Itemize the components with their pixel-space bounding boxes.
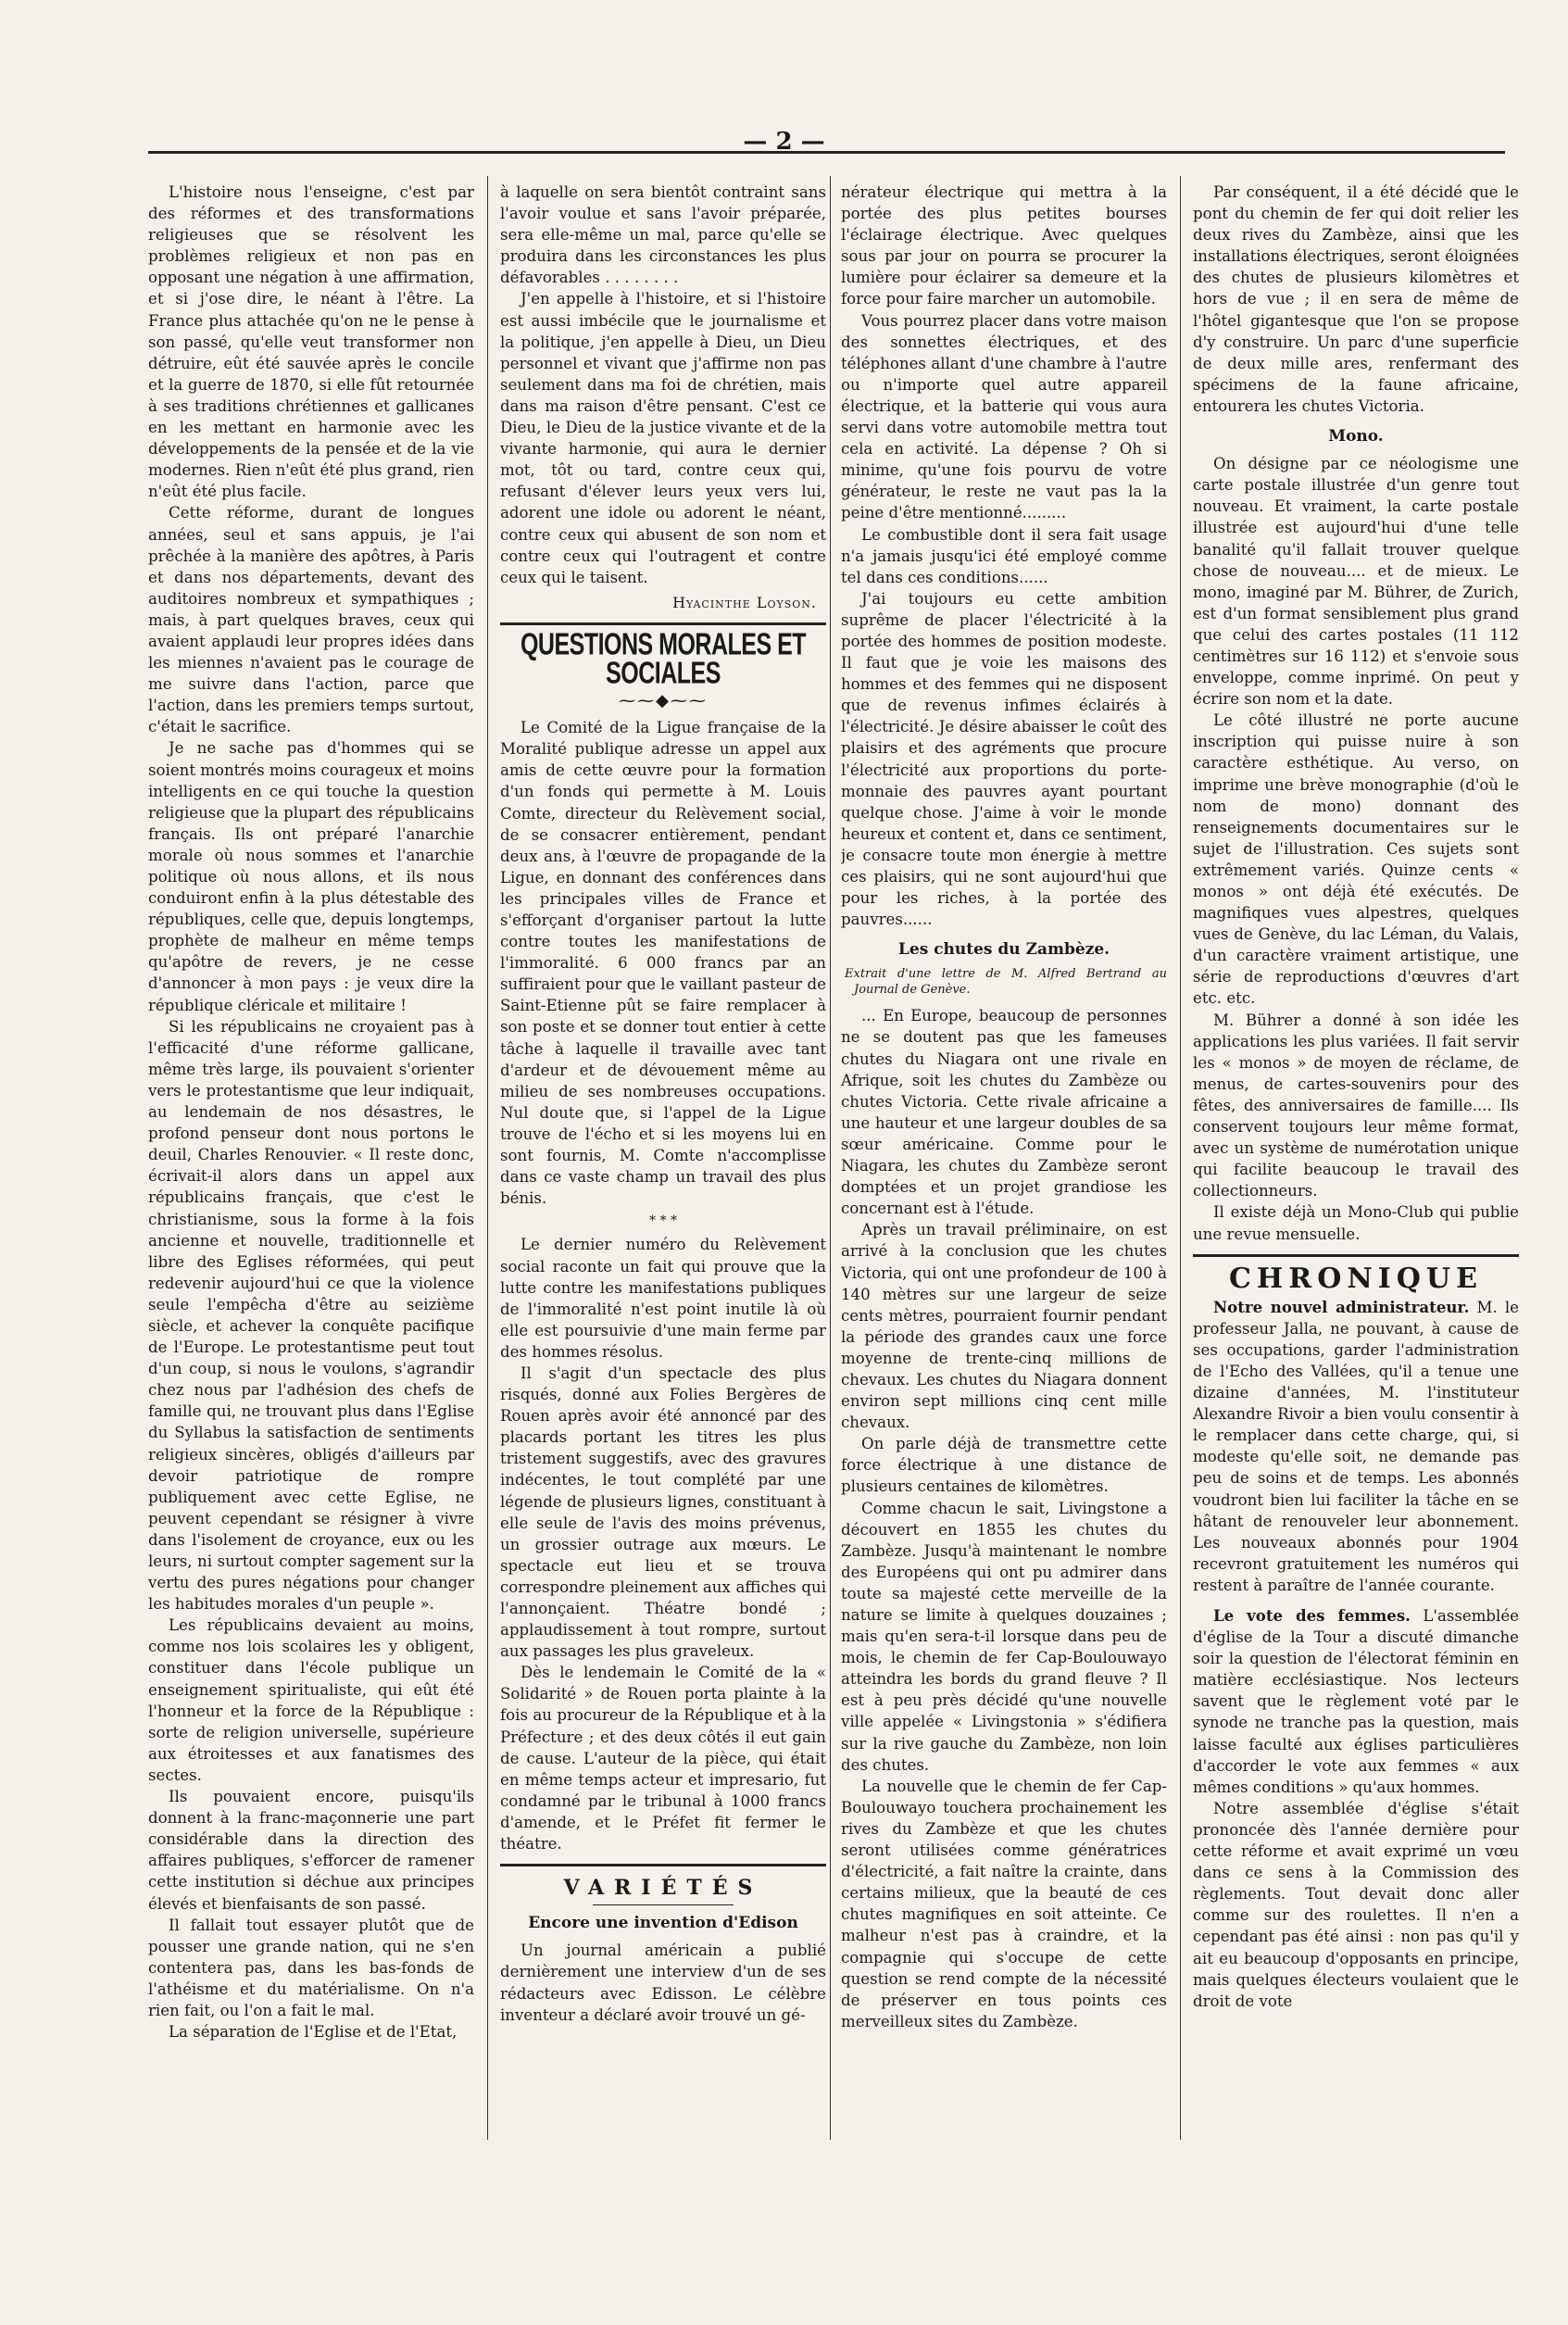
paragraph: Le combustible dont il sera fait usage n'a jamais jusqu'ici été employé comme tel dans ces conditions...... — [841, 525, 1167, 586]
article-title: Encore une invention d'Edison — [528, 1914, 798, 1933]
paragraph: J'ai toujours eu cette ambition suprême de placer l'électricité à la portée des hommes de position modeste. Il faut que je voie les maisons des hommes et des femmes qui ne disposent que de revenus infimes éclairés à l'électricité. Je désire abaisser le coût des plaisirs et des agréments que procure l'électricité aux proportions du porte-monnaie des pauvres ayant pourtant quelque chose. J'aime à voir le monde heureux et content et, dans ce sentiment, je consacre toute mon énergie à mettre ces plaisirs, qui ne sont aujourd'hui que pour les riches, à la portée des pauvres...... — [841, 589, 1167, 929]
section-rule — [500, 622, 826, 625]
header-rule — [148, 151, 1505, 154]
paragraph: J'en appelle à l'histoire, et si l'histoire est aussi imbécile que le journalisme et la politique, j'en appelle à Dieu, un Dieu personnel et vivant que j'affirme non pas seulement dans ma foi de chrétien, mais dans ma raison d'être pensant. C'est ce Dieu, le Dieu de la justice vivante et de la vivante harmonie, qui aura le dernier mot, tôt ou tard, contre ceux qui, refusant d'élever leurs yeux vers lui, adorent une idole ou adorent le néant, contre ceux qui abusent de son nom et contre ceux qui l'outragent et contre ceux qui le taisent. — [500, 290, 826, 586]
paragraph: Par conséquent, il a été décidé que le pont du chemin de fer qui doit relier les deux rives du Zambèze, ainsi que les installations électriques, seront éloignées des chutes de plusieurs kilomètres et hors de vue ; il en sera de même de l'hôtel gigantesque que l'on se propose d'y construire. Un parc d'une superficie de deux mille ares, renfermant des spécimens de la faune africaine, entourera les chutes Victoria. — [1193, 183, 1519, 415]
paragraph: Si les républicains ne croyaient pas à l'efficacité d'une réforme gallicane, même très large, ils pouvaient s'orienter vers le protestantisme que leur indiquait, au lendemain de nos désastres, le profond penseur dont nous portons le deuil, Charles Renouvier. « Il reste donc, écrivait-il alors dans un appel aux républicains français, que c'est le christianisme, sous la forme à la fois ancienne et nouvelle, traditionnelle et libre des Eglises réformées, qui peut redevenir aujourd'hui ce que la violence seule l'empêcha d'être au seizième siècle, et achever la conquête pacifique de l'Europe. Le protestantisme peut tout d'un coup, si nous le voulons, s'agrandir chez nous par l'adhésion des chefs de famille qui, ne trouvant plus dans l'Eglise du Syllabus la satisfaction de sentiments religieux sincères, obligés d'ailleurs par devoir patriotique de rompre publiquement avec cette Eglise, ne peuvent cependant se résigner à vivre dans l'isolement de croyance, eux ou les leurs, ni surtout compter sagement sur la vertu des pures négations pour changer les habitudes morales d'un peuple ». — [148, 1017, 474, 1614]
run-in-heading: Le vote des femmes. — [1213, 1606, 1411, 1625]
article-title: Mono. — [1328, 427, 1384, 446]
paragraph: Cette réforme, durant de longues années, seul et sans appuis, je l'ai prêchée à la manière des apôtres, à Paris et dans nos départements, devant des auditoires nombreux et sympathiques ; mais, à part quelques braves, ceux qui avaient applaudi leur propres idées dans les miennes n'avaient pas le courage de me suivre dans l'action, parce que l'action, dans les premiers temps surtout, c'était le sacrifice. — [148, 504, 474, 736]
paragraph: Les républicains devaient au moins, comme nos lois scolaires les y obligent, constituer dans l'école publique un enseignement spiritualiste, qui eût été l'honneur et la force de la République : sorte de religion universelle, supérieure aux étroitesses et aux fanatismes des sectes. — [148, 1616, 474, 1784]
paragraph: On parle déjà de transmettre cette force électrique à une distance de plusieurs centaines de kilomètres. — [841, 1435, 1167, 1496]
section-rule — [1193, 1254, 1519, 1257]
column-2 — [500, 182, 826, 2136]
column-4 — [1193, 182, 1519, 2136]
paragraph: nérateur électrique qui mettra à la portée des plus petites bourses l'éclairage électrique. Avec quelques sous par jour on pourra se procurer la lumière pour éclairer sa demeure et la force pour faire marcher un automobile. — [841, 183, 1167, 308]
column-divider — [487, 176, 488, 2140]
section-heading-chronique: CHRONIQUE — [1229, 1262, 1483, 1295]
section-rule — [593, 1904, 734, 1905]
paragraph: M. Bührer a donné à son idée les applications les plus variées. Il fait servir les « monos » de moyen de réclame, de menus, de cartes-souvenirs pour des fêtes, des anniversaires de famille.... Ils conservent toujours leur même format, avec un système de numérotation unique qui facilite beaucoup le travail des collectionneurs. — [1193, 1011, 1519, 1200]
column-divider — [830, 176, 831, 2140]
paragraph: Il s'agit d'un spectacle des plus risqués, donné aux Folies Bergères de Rouen après avoir été annoncé par des placards portant les titres les plus tristement suggestifs, avec des gravures indécentes, le tout complété par une légende de plusieurs lignes, constituant à elle seule de l'avis des moins prévenus, un grossier outrage aux mœurs. Le spectacle eut lieu et se trouva correspondre pleinement aux affiches qui l'annonçaient. Théatre bondé ; applaudissement à tout rompre, surtout aux passages les plus graveleux. — [500, 1364, 826, 1661]
section-heading-questions-morales: QUESTIONS MORALES ET SOCIALES — [520, 626, 807, 691]
article-signature: Hyacinthe Loyson. — [672, 593, 817, 611]
article-source: Extrait d'une lettre de M. Alfred Bertrand au Journal de Genève. — [845, 967, 1167, 998]
paragraph: On désigne par ce néologisme une carte postale illustrée d'un genre tout nouveau. Et vraiment, la carte postale illustrée est aujourd'hui d'une telle banalité qu'il fallait trouver quelque chose de nouveau.... et de mieux. Le mono, imaginé par M. Bührer, de Zurich, est d'un format sensiblement plus grand que celui des cartes postales (11 112 centimètres sur 16 112) et s'envoie sous enveloppe, comme inprimé. On peut y écrire son nom et la date. — [1193, 455, 1519, 709]
section-separator-stars: * * * — [649, 1213, 677, 1229]
run-in-heading: Notre nouvel administrateur. — [1213, 1297, 1470, 1316]
section-heading-varietes: VARIÉTÉS — [563, 1876, 763, 1901]
paragraph: La séparation de l'Eglise et de l'Etat, — [169, 2023, 458, 2042]
column-1 — [148, 182, 474, 2136]
ornament: ⁓⁓◆⁓⁓ — [619, 691, 708, 711]
column-3 — [841, 182, 1167, 2136]
paragraph: Comme chacun le sait, Livingstone a découvert en 1855 les chutes du Zambèze. Jusqu'à maintenant le nombre des Européens qui ont pu admirer dans toute sa majesté cette merveille de la nature se limite à quelques douzaines ; mais qu'en sera-t-il lorsque dans peu de mois, le chemin de fer Cap-Boulouwayo atteindra les bords du grand fleuve ? Il est à peu près décidé qu'une nouvelle ville appelée « Livingstonia » s'édifiera sur la rive gauche du Zambèze, non loin des chutes. — [841, 1499, 1167, 1774]
paragraph: L'histoire nous l'enseigne, c'est par des réformes et des transformations religieuses que se résolvent les problèmes religieux et non pas en opposant une négation à une affirmation, et si j'ose dire, le néant à l'être. La France plus attachée qu'on ne le pense à son passé, qu'elle veut transformer non détruire, eût été sauvée après le concile et la guerre de 1870, si elle fût retournée à ses traditions chrétiennes et gallicanes en les mettant en harmonie avec les développements de la pensée et de la vie modernes. Rien n'eût été plus grand, rien n'eût été plus facile. — [148, 183, 474, 501]
paragraph — [1193, 1605, 1519, 1798]
section-rule — [500, 1864, 826, 1866]
column-divider — [1180, 176, 1181, 2140]
page-number: — 2 — — [743, 128, 825, 156]
paragraph: Vous pourrez placer dans votre maison des sonnettes électriques, et des téléphones allant d'une chambre à l'autre ou n'importe quel autre appareil électrique, et la batterie qui vous aura servi dans votre automobile mettra tout cela en activité. La dépense ? Oh si minime, qu'une fois pourvu de votre générateur, le reste ne vaut pas la la peine d'être mentionné......... — [841, 311, 1167, 522]
paragraph-text: L'assemblée d'église de la Tour a discuté dimanche soir la question de l'électorat féminin en matière ecclésiastique. Nos lecteurs savent que le règlement voté par le synode ne tranche pas la question, mais laisse faculté aux églises particulières d'accorder le vote aux femmes « aux mêmes conditions » qu'aux hommes. — [1193, 1607, 1519, 1796]
paragraph: La nouvelle que le chemin de fer Cap-Boulouwayo touchera prochainement les rives du Zambèze et que les chutes seront utilisées comme génératrices d'électricité, a fait naître la crainte, dans certains milieux, que la beauté de ces chutes magnifiques en soit atteinte. Ce malheur n'est pas à craindre, et la compagnie qui s'occupe de cette question se rend compte de la nécessité de préserver en tous points ces merveilleux sites du Zambèze. — [841, 1777, 1167, 2030]
paragraph: Dès le lendemain le Comité de la « Solidarité » de Rouen porta plainte à la fois au procureur de la République et à la Préfecture ; et des deux côtés il eut gain de cause. L'auteur de la pièce, qui était en même temps acteur et impresario, fut condamné par le tribunal à 1000 francs d'amende, et le Préfet fit fermer le théatre. — [500, 1664, 826, 1854]
paragraph: Je ne sache pas d'hommes qui se soient montrés moins courageux et moins intelligents en ce qui touche la question religieuse que la plupart des républicains français. Ils ont préparé l'anarchie morale où nous sommes et l'anarchie politique où nous allons, et ils nous conduiront enfin à la plus détestable des républiques, celle que, depuis longtemps, prophète de malheur en même temps qu'apôtre de revers, je ne cesse d'annoncer à mon pays : je veux dire la république cléricale et militaire ! — [148, 739, 474, 1014]
paragraph: Le dernier numéro du Relèvement social raconte un fait qui prouve que la lutte contre les manifestations publiques de l'immoralité n'est point inutile là où elle est poursuivie d'une main ferme par des hommes résolus. — [500, 1236, 826, 1361]
paragraph: ... En Europe, beaucoup de personnes ne se doutent pas que les fameuses chutes du Niagara ont une rivale en Afrique, soit les chutes du Zambèze ou chutes Victoria. Cette rivale africaine a une hauteur et une largeur doubles de sa sœur américaine. Comme pour le Niagara, les chutes du Zambèze seront domptées et un projet grandiose les concernant est à l'étude. — [841, 1007, 1167, 1218]
paragraph: Le côté illustré ne porte aucune inscription qui puisse nuire à son caractère esthétique. Au verso, on imprime une brève monographie (d'où le nom de mono) donnant des renseignements documentaires sur le sujet de l'illustration. Ces sujets sont extrêmement variés. Quinze cents « monos » ont déjà été exécutés. De magnifiques vues alpestres, quelques vues de Genève, du lac Léman, du Valais, d'un caractère vraiment artistique, une série de reproductions d'œuvres d'art etc. etc. — [1193, 711, 1519, 1008]
paragraph: Le Comité de la Ligue française de la Moralité publique adresse un appel aux amis de cette œuvre pour la formation d'un fonds qui permette à M. Louis Comte, directeur du Relèvement social, de se consacrer entièrement, pendant deux ans, à l'œuvre de propagande de la Ligue, en donnant des conférences dans les principales villes de France et s'efforçant d'organiser partout la lutte contre toutes les manifestations de l'immoralité. 6 000 francs par an suffiraient pour que le vaillant pasteur de Saint-Etienne pût se faire remplacer à son poste et se donner tout entier à cette tâche à laquelle il travaille avec tant d'ardeur et de dévouement même au milieu de ses nombreuses occupations. Nul doute que, si l'appel de la Ligue trouve de l'écho et si les moyens lui en sont fournis, M. Comte n'accomplisse dans ce vaste champ un travail des plus bénis. — [500, 719, 826, 1208]
paragraph: à laquelle on sera bientôt contraint sans l'avoir voulue et sans l'avoir préparée, sera elle-même un mal, parce qu'elle se produira dans les circonstances les plus défavorables . . . . . . . . — [500, 183, 826, 287]
paragraph-text: M. le professeur Jalla, ne pouvant, à cause de ses occupations, garder l'administration de l'Echo des Vallées, qu'il a tenue une dizaine d'années, M. l'instituteur Alexandre Rivoir a bien voulu consentir à le remplacer dans cette charge, qui, si modeste qu'elle soit, ne demande pas peu de soins et de temps. Les abonnés voudront bien lui faciliter la tâche en se hâtant de renouveler leur abonnement. Les nouveaux abonnés pour 1904 recevront gratuitement les numéros qui restent à paraître de l'année courante. — [1193, 1298, 1519, 1594]
paragraph: Il fallait tout essayer plutôt que de pousser une grande nation, qui ne s'en contentera pas, dans les bas-fonds de l'athéisme et du matérialisme. On n'a rien fait, ou l'on a fait le mal. — [148, 1916, 474, 2019]
paragraph: Il existe déjà un Mono-Club qui publie une revue mensuelle. — [1193, 1203, 1519, 1243]
paragraph: Ils pouvaient encore, puisqu'ils donnent à la franc-maçonnerie une part considérable dans la direction des affaires publiques, s'efforcer de ramener cette institution si déchue aux principes élevés et bienfaisants de son passé. — [148, 1788, 474, 1913]
paragraph: Après un travail préliminaire, on est arrivé à la conclusion que les chutes Victoria, qui ont une profondeur de 100 à 140 mètres sur une largeur de seize cents mètres, pourraient fournir pendant la période des grandes caux une force moyenne de trente-cinq millions de chevaux. Les chutes du Niagara donnent environ sept millions cinq cent mille chevaux. — [841, 1221, 1167, 1432]
article-title: Les chutes du Zambèze. — [897, 940, 1110, 960]
paragraph — [1193, 1297, 1519, 1596]
paragraph: Un journal américain a publié dernièrement une interview d'un de ses rédacteurs avec Edisson. Le célèbre inventeur a déclaré avoir trouvé un gé- — [500, 1942, 826, 2024]
paragraph: Notre assemblée d'église s'était prononcée dès l'année dernière pour cette réforme et avait exprimé un vœu dans ce sens à la Commission des règlements. Tout devait donc aller comme sur des roulettes. Il n'en a cependant pas été ainsi : non pas qu'il y ait eu beaucoup d'opposants en principe, mais quelques électeurs voulaient que le droit de vote — [1193, 1799, 1519, 2010]
